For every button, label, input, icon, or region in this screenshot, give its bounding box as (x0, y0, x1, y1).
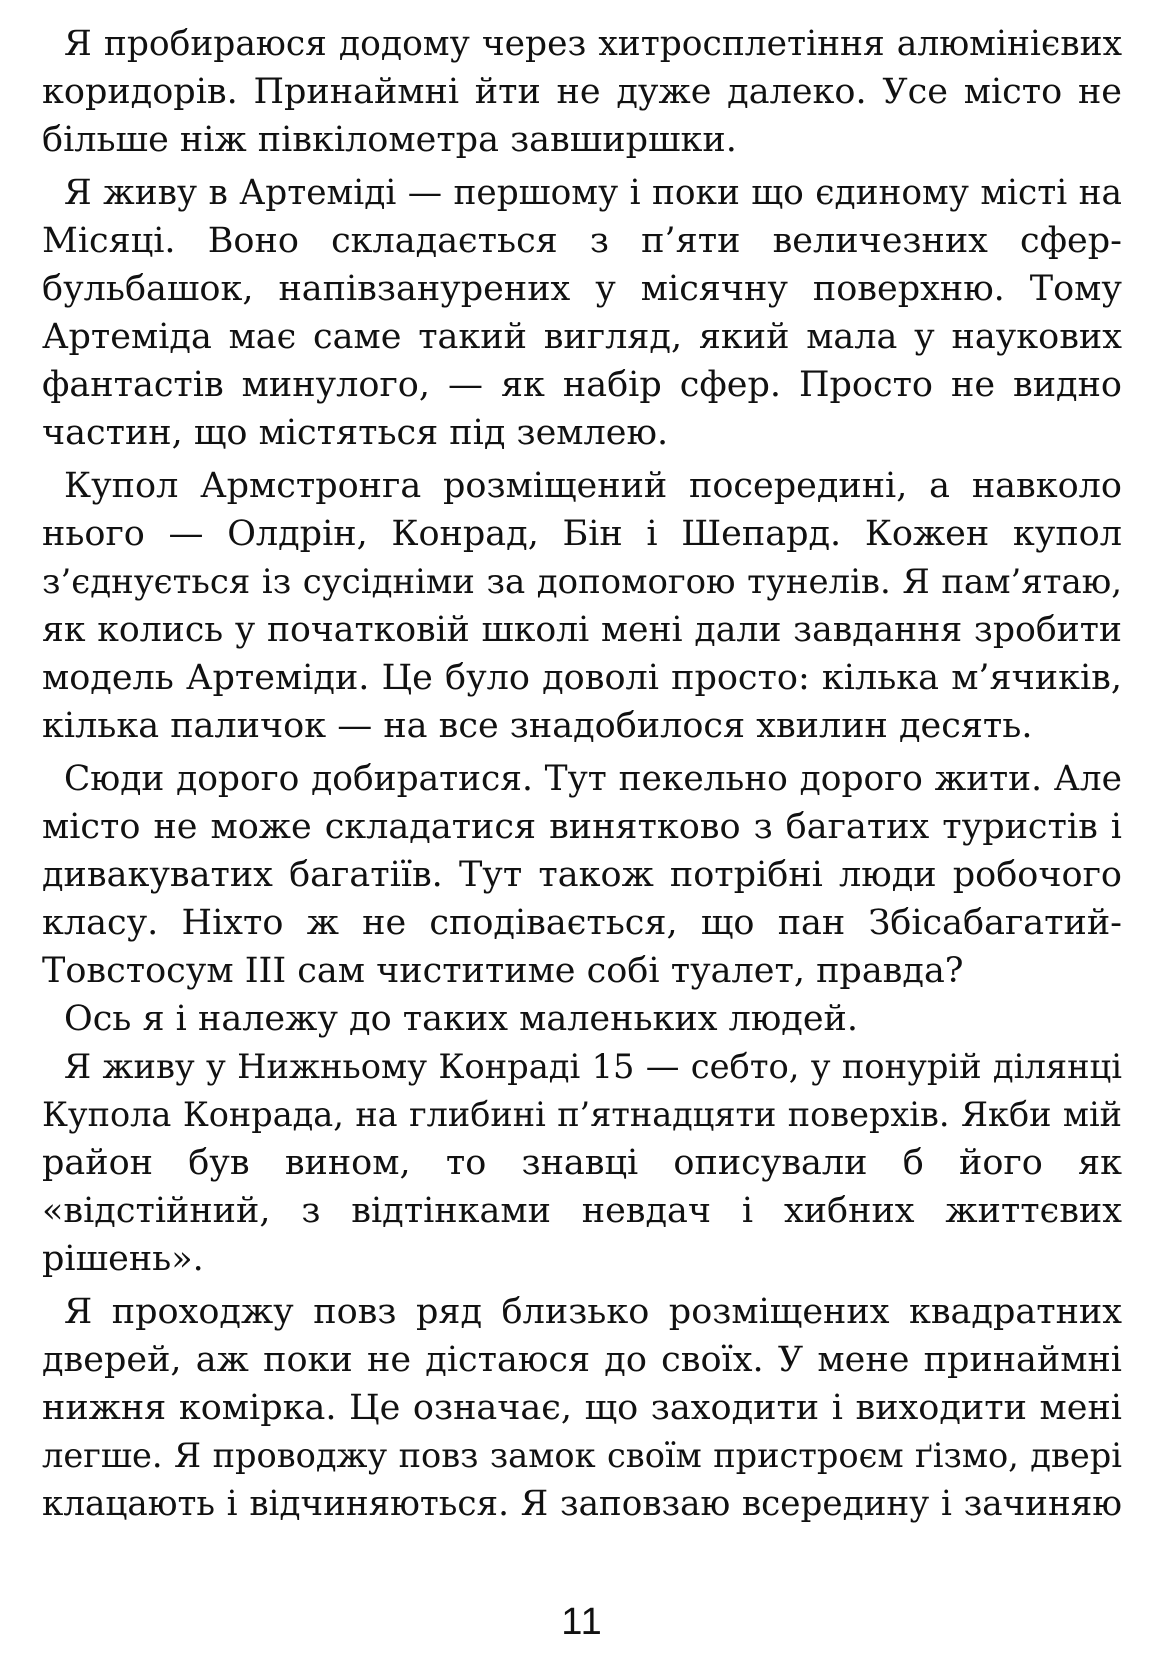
paragraph-6 (42, 1043, 1122, 1283)
text-line: дверей, аж поки не дістаюся до своїх. У мене принаймні (42, 1340, 1122, 1380)
text-line: рішень». (42, 1239, 204, 1279)
text-line: район був вином, то знавці описували б його як (42, 1143, 1122, 1183)
text-line: «відстійний, з відтінками невдач і хибних життєвих (42, 1191, 1122, 1231)
paragraph-7 (42, 1288, 1122, 1528)
text-line: кілька паличок — на все знадобилося хвилин десять. (42, 706, 1033, 746)
text-line: фантастів минулого, — як набір сфер. Просто не видно (42, 365, 1122, 405)
text-line: Я пробираюся додому через хитросплетіння алюмінієвих (64, 24, 1122, 64)
text-line: як колись у початковій школі мені дали завдання зробити (42, 610, 1122, 650)
text-line: нижня комірка. Це означає, що заходити і виходити мені (42, 1388, 1122, 1428)
text-line: Купол Армстронга розміщений посередині, а навколо (64, 466, 1122, 506)
text-line: Місяці. Воно складається з п’яти величезних сфер- (42, 221, 1122, 261)
text-line: нього — Олдрін, Конрад, Бін і Шепард. Кожен купол (42, 514, 1122, 554)
text-line: Я живу у Нижньому Конраді 15 — себто, у понурій ділянці (64, 1047, 1122, 1086)
text-line: легше. Я проводжу повз замок своїм пристроєм ґізмо, двері (42, 1436, 1122, 1475)
text-line: Я живу в Артеміді — першому і поки що єдиному місті на (64, 173, 1122, 213)
text-line: Сюди дорого добиратися. Тут пекельно дорого жити. Але (64, 759, 1122, 799)
text-line: частин, що містяться під землею. (42, 413, 669, 453)
paragraph-4 (42, 755, 1122, 995)
page-body (42, 20, 1122, 1528)
paragraph-2 (42, 169, 1122, 457)
text-line: класу. Ніхто ж не сподівається, що пан Збісабагатий- (42, 903, 1122, 943)
text-line: Артеміда має саме такий вигляд, який мала у наукових (42, 317, 1122, 357)
text-line: бульбашок, напівзанурених у місячну поверхню. Тому (42, 269, 1122, 309)
paragraph-1 (42, 20, 1122, 164)
text-line: більше ніж півкілометра завширшки. (42, 120, 737, 160)
text-line: місто не може складатися винятково з багатих туристів і (42, 807, 1122, 847)
paragraph-3 (42, 462, 1122, 750)
text-line: коридорів. Принаймні йти не дуже далеко. Усе місто не (42, 72, 1122, 112)
text-line: з’єднується із сусідніми за допомогою тунелів. Я пам’ятаю, (42, 562, 1122, 601)
book-page (42, 20, 1122, 1643)
text-line: дивакуватих багатіїв. Тут також потрібні люди робочого (42, 855, 1122, 895)
text-line: модель Артеміди. Це було доволі просто: кілька м’ячиків, (42, 658, 1122, 698)
text-line: Купола Конрада, на глибині п’ятнадцяти поверхів. Якби мій (42, 1095, 1122, 1134)
text-line: Товстосум III сам чиститиме собі туалет, правда? (42, 951, 964, 991)
text-line: Я проходжу повз ряд близько розміщених квадратних (64, 1292, 1122, 1332)
paragraph-5 (42, 995, 1122, 1043)
page-number: 11 (561, 1601, 603, 1643)
text-line: клацають і відчиняються. Я заповзаю всередину і зачиняю (42, 1484, 1122, 1524)
text-line: Ось я і належу до таких маленьких людей. (64, 999, 859, 1039)
